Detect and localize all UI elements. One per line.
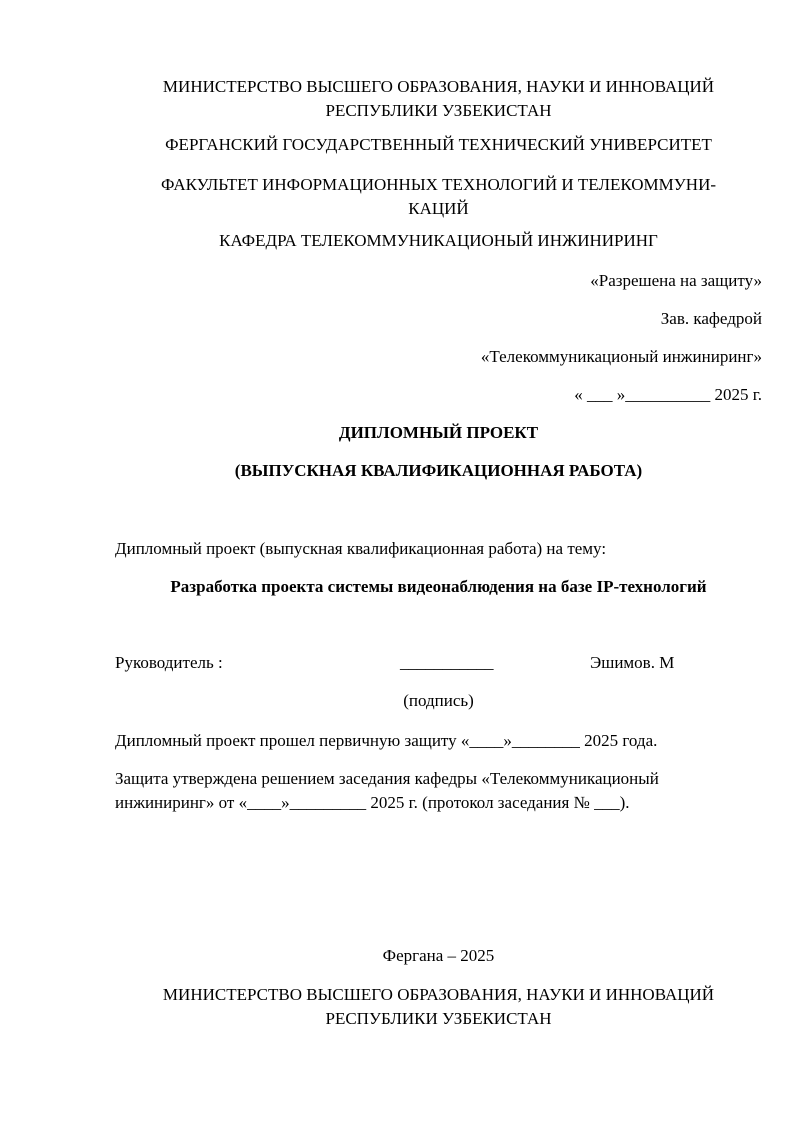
defense-approval [115,767,762,815]
signature-line: ___________ [400,653,494,672]
supervisor-name: Эшимов. М [590,653,675,672]
faculty-heading [115,173,762,221]
ministry-line-1: МИНИСТЕРСТВО ВЫСШЕГО ОБРАЗОВАНИЯ, НАУКИ И ИННОВАЦИЙ [162,77,715,96]
preliminary-defense: Дипломный проект прошел первичную защиту «____»________ 2025 года. [115,731,658,750]
footer-ministry-line-1: МИНИСТЕРСТВО ВЫСШЕГО ОБРАЗОВАНИЯ, НАУКИ И ИННОВАЦИЙ [162,985,715,1004]
department-heading: КАФЕДРА ТЕЛЕКОММУНИКАЦИОНЫЙ ИНЖИНИРИНГ [219,231,658,250]
topic-name: Разработка проекта системы видеонаблюдения на базе IP-технологий [170,577,707,596]
footer-ministry-line-2: РЕСПУБЛИКИ УЗБЕКИСТАН [325,1009,552,1028]
approval-date: « ___ »__________ 2025 г. [574,385,762,404]
university-heading: ФЕРГАНСКИЙ ГОСУДАРСТВЕННЫЙ ТЕХНИЧЕСКИЙ УНИВЕРСИТЕТ [165,135,712,154]
ministry-line-2: РЕСПУБЛИКИ УЗБЕКИСТАН [325,101,552,120]
document-title: ДИПЛОМНЫЙ ПРОЕКТ [338,423,539,442]
approval-allowed: «Разрешена на защиту» [590,271,762,290]
place-year: Фергана – 2025 [382,946,495,965]
supervisor-label: Руководитель : [115,653,223,672]
ministry-heading [115,75,762,123]
document-subtitle: (ВЫПУСКНАЯ КВАЛИФИКАЦИОННАЯ РАБОТА) [234,461,643,480]
footer-ministry [115,983,762,1031]
defense-approval-line-1: Защита утверждена решением заседания кафедры «Телекоммуникационый [115,769,659,788]
approval-dept-name: «Телекоммуникационый инжиниринг» [480,347,762,366]
topic-intro: Дипломный проект (выпускная квалификационная работа) на тему: [115,539,607,558]
signature-caption: (подпись) [403,691,474,710]
faculty-line-1: ФАКУЛЬТЕТ ИНФОРМАЦИОННЫХ ТЕХНОЛОГИЙ И ТЕЛЕКОММУНИ- [160,175,717,194]
approval-head: Зав. кафедрой [660,309,762,328]
defense-approval-line-2: инжиниринг» от «____»_________ 2025 г. (протокол заседания № ___). [115,793,630,812]
faculty-line-2: КАЦИЙ [408,199,469,218]
